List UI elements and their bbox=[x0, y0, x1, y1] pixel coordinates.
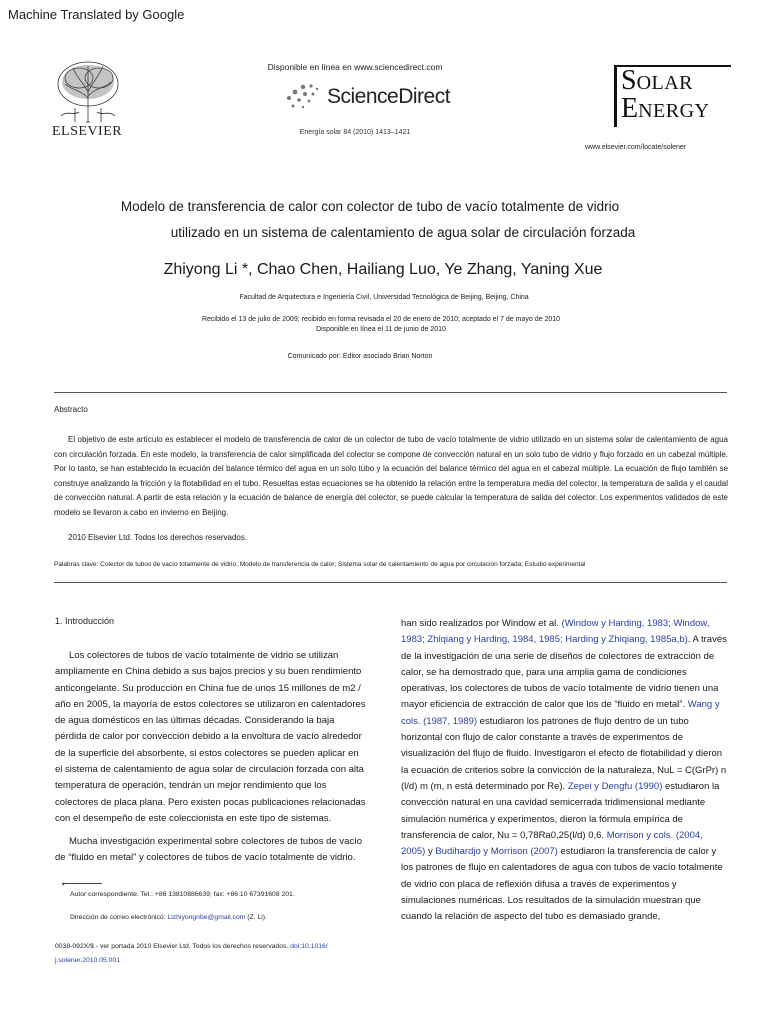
journal-url[interactable]: www.elsevier.com/locate/solener bbox=[585, 144, 687, 151]
article-title-line1: Modelo de transferencia de calor con colector de tubo de vacío totalmente de vidrio bbox=[120, 199, 620, 214]
citation-link-budihardjo[interactable]: Budihardjo y Morrison (2007) bbox=[435, 846, 558, 858]
communicated-by: Comunicado por: Editor asociado Brian Norton bbox=[287, 353, 433, 360]
footnote-email: Dirección de correo electrónico: Lizhiyongnbe@gmail.com (Z. Li). bbox=[70, 914, 267, 921]
journal-reference: Energía solar 84 (2010) 1413–1421 bbox=[299, 129, 411, 136]
article-title-line2: utilizado en un sistema de calentamiento de agua solar de circulación forzada bbox=[170, 225, 636, 240]
publisher-name: ELSEVIER bbox=[52, 124, 123, 139]
doi-link-continued[interactable]: j.solener.2010.05.001 bbox=[55, 957, 121, 964]
received-dates: Recibido el 13 de julio de 2009; recibido en forma revisada el 20 de enero de 2010; aceptado el 7 de mayo de 2010 bbox=[201, 316, 561, 323]
citation-link-wang[interactable]: Wang y cols. (1987, 1989) bbox=[401, 699, 720, 727]
available-online-note: Disponible en línea en www.sciencedirect.com bbox=[267, 62, 443, 72]
footnote-marker: * bbox=[62, 883, 65, 890]
divider-top bbox=[54, 392, 727, 393]
abstract-heading: Abstracto bbox=[54, 405, 88, 414]
footnote-corresponding-author: Autor correspondiente. Tel.: +86 13810886639; fax: +86 10 67391608 201. bbox=[70, 891, 295, 898]
section-heading-introduction: 1. Introducción bbox=[55, 616, 115, 626]
sciencedirect-dots-icon bbox=[283, 83, 323, 111]
affiliation: Facultad de Arquitectura e Ingeniería Civil, Universidad Tecnológica de Beijing, Beijing, China bbox=[239, 294, 529, 301]
citation-link-window-harding[interactable]: (Window y Harding, 1983; Window, 1983; Zhiqiang y Harding, 1984, 1985; Harding y Zhiqiang, 1985a,b) bbox=[401, 618, 710, 646]
divider-bottom bbox=[54, 582, 727, 583]
footnote-divider bbox=[62, 883, 102, 884]
intro-paragraph-2: Mucha investigación experimental sobre colectores de tubos de vacío de “fluido en metal” y colectores de tubos de vacío totalmente de vidrio. bbox=[55, 836, 363, 864]
sciencedirect-wordmark: ScienceDirect bbox=[327, 85, 451, 108]
abstract-text: El objetivo de este artículo es establecer el modelo de transferencia de calor de un colector de tubo de vacío totalmente de vidrio utilizado en un sistema solar de calentamiento de agua con circulación forzada. En este modelo, la transferencia de calor simplificada del colector se compone de convección natural en un solo tubo de vidrio y flujo forzado en un cabezal múltiple. Por lo tanto, se han establecido la ecuación del balance térmico del agua en un solo tubo y la ecuación del balance térmico del agua en el cabezal múltiple. La ecuación de flujo también se construye analizando la fricción y la flotabilidad en el tubo. Resueltas estas ecuaciones se ha obtenido la relación entre la temperatura media del colector, la temperatura de salida y el caudal de convección natural. A partir de esta relación y la ecuación de balance de energía del colector, se puede calcular la temperatura de salida del colector. Los experimentos validados de este modelo se llevaron a cabo en invierno en Beijing. bbox=[54, 435, 728, 517]
author-list: Zhiyong Li *, Chao Chen, Hailiang Luo, Ye Zhang, Yaning Xue bbox=[163, 261, 603, 278]
journal-logo-line2: ENERGY bbox=[621, 93, 710, 124]
citation-link-morrison[interactable]: Morrison y cols. (2004, 2005) bbox=[401, 829, 703, 858]
keywords: Palabras clave: Colector de tubos de vacío totalmente de vidrio; Modelo de transferencia de calor; Sistema solar de calentamiento de agua por circulación forzada; Estudio experimental bbox=[54, 561, 586, 568]
online-date: Disponible en línea el 11 de junio de 2010 bbox=[316, 326, 446, 333]
sciencedirect-logo bbox=[283, 82, 450, 112]
doi-link[interactable]: doi:10.1016/ bbox=[290, 943, 328, 950]
copyright-notice: 2010 Elsevier Ltd. Todos los derechos reservados. bbox=[68, 533, 248, 542]
translation-banner: Machine Translated by Google bbox=[8, 7, 185, 22]
citation-link-zepei[interactable]: Zepei y Dengfu (1990) bbox=[567, 780, 663, 792]
email-link[interactable]: Lizhiyongnbe@gmail.com bbox=[167, 914, 246, 921]
right-column-text: han sido realizados por Window et al. (Window y Harding, 1983; Window, 1983; Zhiqiang y Harding, 1984, 1985; Harding y Zhiqiang, 1985a,b). A través de la investigación de una serie de diseños de colectores de extracción de calor, se ha demostrado que, para una amplia gama de condiciones operativas, los colectores de tubos de vacío totalmente de vidrio tienen una mayor eficiencia de extracción de calor que los de “fluido en metal”. Wang y cols. (1987, 1989) estudiaron los patrones de flujo dentro de un tubo horizontal con flujo de calor constante a través de experimentos de visualización del flujo de fluido. Investigaron el efecto de flotabilidad y dieron la ecuación de criterios sobre la convicción de la naturaleza, NuL = C(GrPr) n (l/d) m (m, n está determinado por Re). Zepei y Dengfu (1990) estudiaron la convección natural en una cavidad semicerrada tridimensional mediante simulación numérica y experimentos, dieron la fórmula empírica de transferencia de calor, Nu = 0,78Ra0,25(l/d) 0,6. Morrison y cols. (2004, 2005) y Budihardjo y Morrison (2007) estudiaron la transferencia de calor y los patrones de flujo en calentadores de agua con tubos de vacío totalmente de vidrio con placa de reflexión difusa a través de experimentos y simulaciones numéricas. Los resultados de la simulación muestran que cuando la relación de aspecto del tubo es demasiado grande, bbox=[401, 618, 727, 923]
doi-line bbox=[55, 957, 120, 964]
intro-paragraph-1: Los colectores de tubos de vacío totalmente de vidrio se utilizan ampliamente en China debido a sus bajos precios y su buen rendimiento anticongelante. Su producción en China fue de unos 15 millones de m2 / año en 2005, la mayoría de estos colectores se utilizaron en calentadores de agua domésticos en las últimas décadas. Considerando la baja pérdida de calor por convección debido a la envoltura de vacío alrededor de la superficie del absorbente, si estos colectores se pueden aplicar en el sistema de calentamiento de agua solar de circulación forzada con alta temperatura de operación, tendrán un mejor rendimiento que los colectores de placa plana. Pero existen pocas publicaciones relacionadas con el desempeño de este coleccionista en este tipo de sistemas. bbox=[55, 650, 366, 824]
journal-logo-line1: SOLAR bbox=[621, 65, 694, 96]
issn-line: 0038-092X/$ - ver portada 2010 Elsevier Ltd. Todos los derechos reservados. doi:10.1016/ bbox=[55, 943, 328, 950]
